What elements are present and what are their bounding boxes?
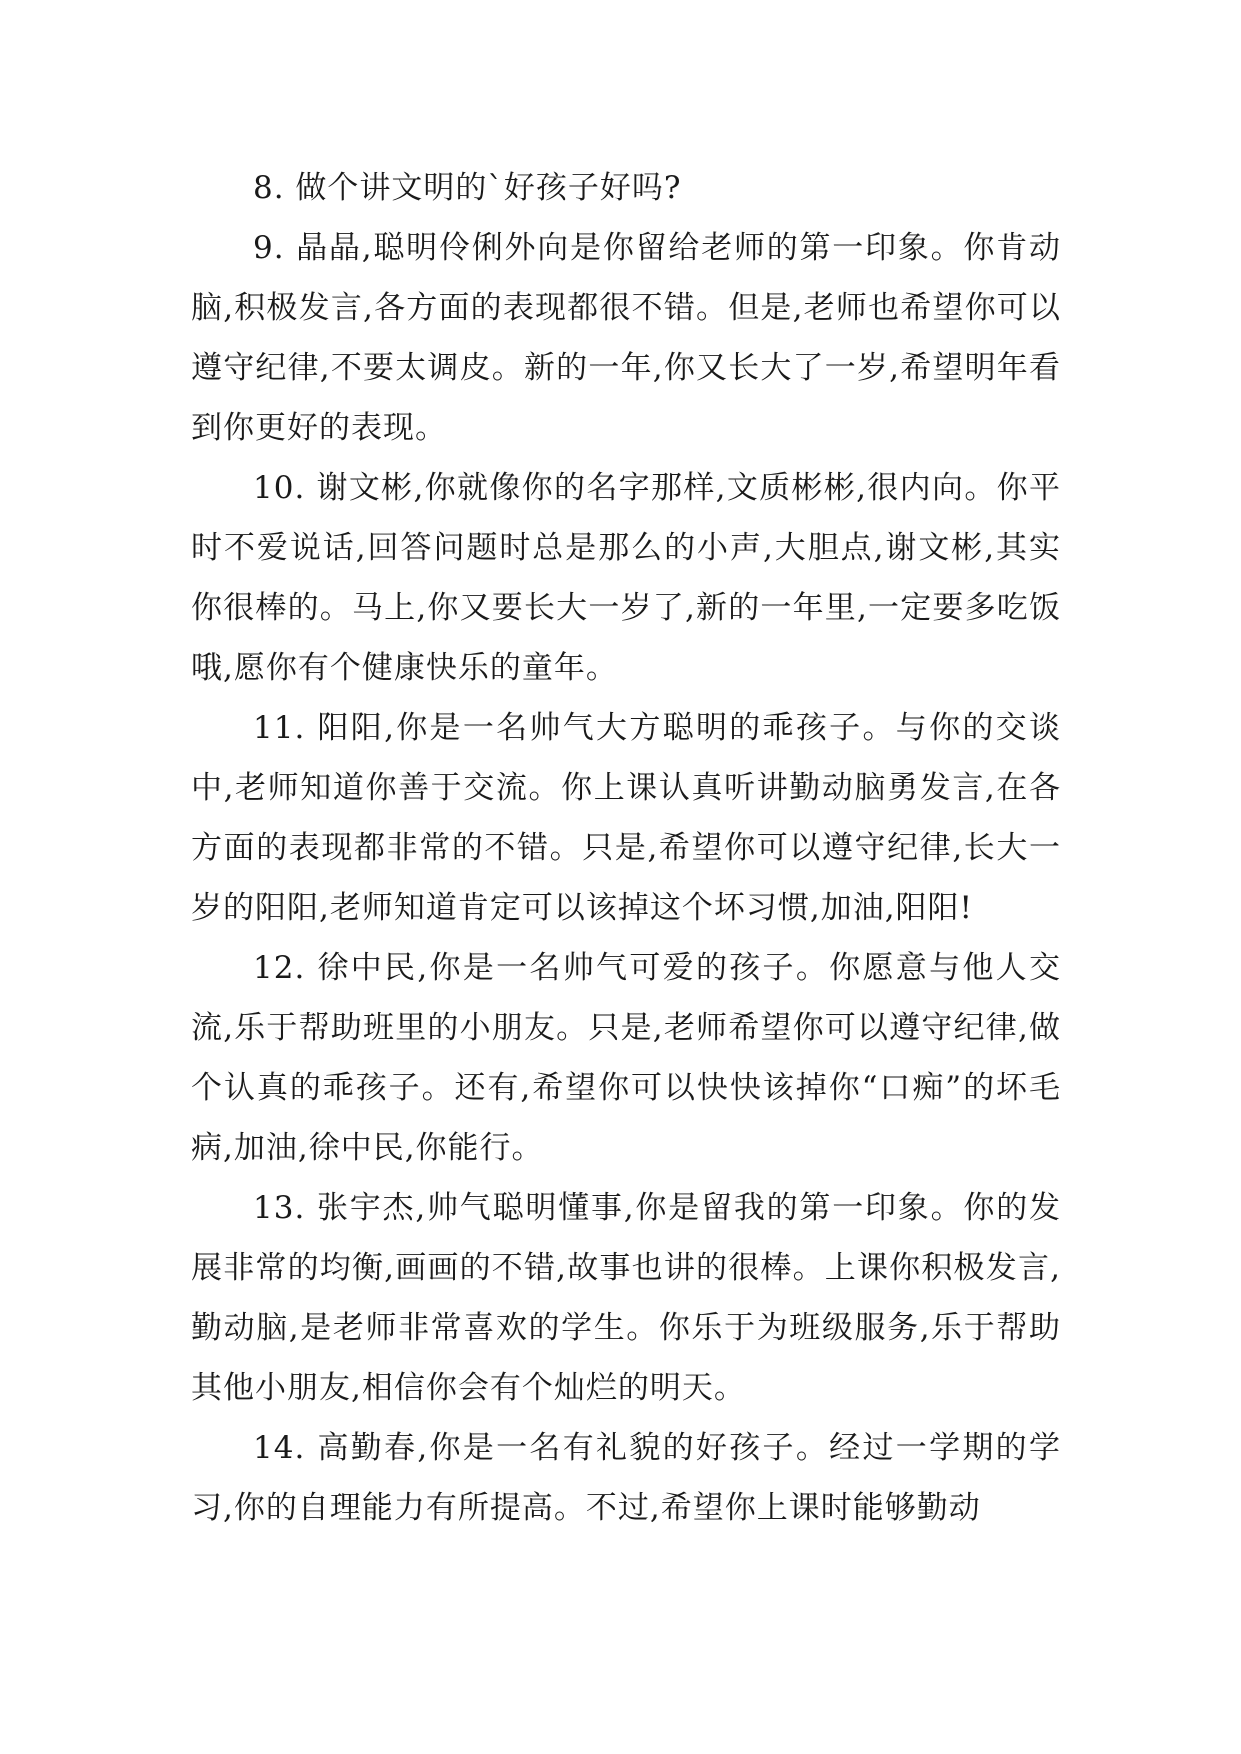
paragraph-13: 13. 张宇杰,帅气聪明懂事,你是留我的第一印象。你的发展非常的均衡,画画的不错,故事也讲的很棒。上课你积极发言,勤动脑,是老师非常喜欢的学生。你乐于为班级服务,乐于帮助其他小朋友,相信你会有个灿烂的明天。 — [191, 1190, 1061, 1406]
paragraph-9: 9. 晶晶,聪明伶俐外向是你留给老师的第一印象。你肯动脑,积极发言,各方面的表现都很不错。但是,老师也希望你可以遵守纪律,不要太调皮。新的一年,你又长大了一岁,希望明年看到你更好的表现。 — [191, 230, 1061, 446]
paragraph-10: 10. 谢文彬,你就像你的名字那样,文质彬彬,很内向。你平时不爱说话,回答问题时总是那么的小声,大胆点,谢文彬,其实你很棒的。马上,你又要长大一岁了,新的一年里,一定要多吃饭哦,愿你有个健康快乐的童年。 — [191, 470, 1061, 686]
paragraph-11: 11. 阳阳,你是一名帅气大方聪明的乖孩子。与你的交谈中,老师知道你善于交流。你上课认真听讲勤动脑勇发言,在各方面的表现都非常的不错。只是,希望你可以遵守纪律,长大一岁的阳阳,老师知道肯定可以该掉这个坏习惯,加油,阳阳! — [191, 710, 1061, 926]
paragraph-8: 8. 做个讲文明的`好孩子好吗? — [253, 170, 682, 206]
paragraph-12: 12. 徐中民,你是一名帅气可爱的孩子。你愿意与他人交流,乐于帮助班里的小朋友。只是,老师希望你可以遵守纪律,做个认真的乖孩子。还有,希望你可以快快该掉你“口痴”的坏毛病,加油,徐中民,你能行。 — [191, 950, 1061, 1166]
paragraph-14: 14. 高勤春,你是一名有礼貌的好孩子。经过一学期的学习,你的自理能力有所提高。不过,希望你上课时能够勤动 — [191, 1430, 1061, 1526]
document-body — [191, 158, 1061, 1538]
